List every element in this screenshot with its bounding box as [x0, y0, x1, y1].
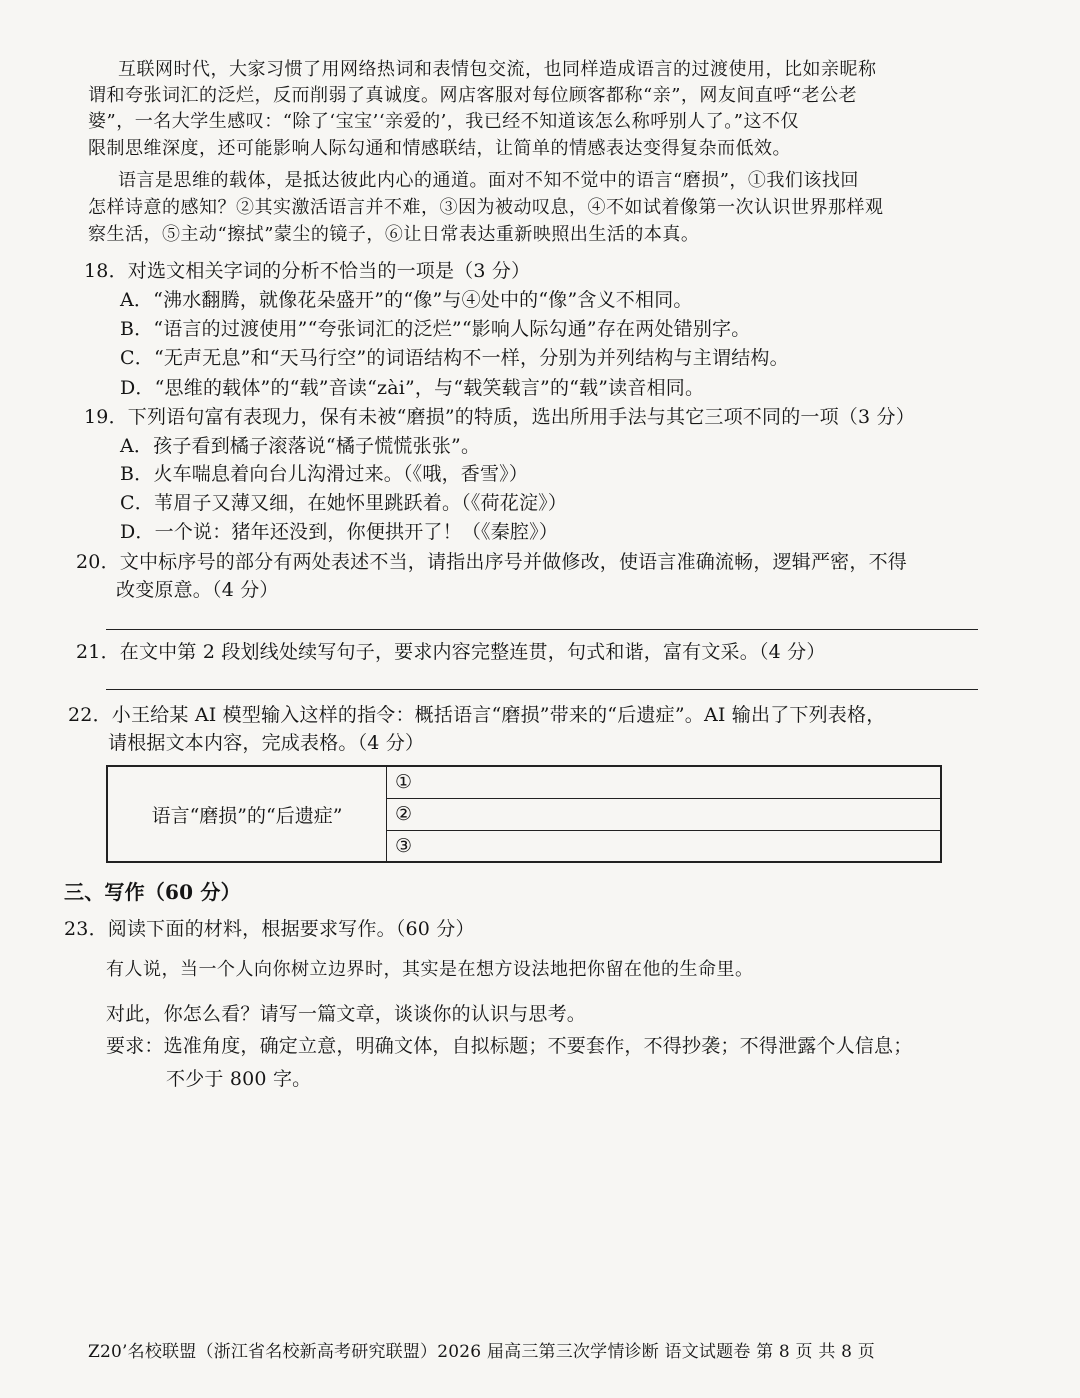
q20-stem-line1: 20．文中标序号的部分有两处表述不当，请指出序号并做修改，使语言准确流畅，逻辑严密，不得	[76, 551, 907, 573]
q18-option-a: A．“沸水翻腾，就像花朵盛开”的“像”与④处中的“像”含义不相同。	[120, 289, 693, 311]
q22-answer-table	[106, 765, 942, 863]
passage-p1-line3: 婆”，一名大学生感叹：“除了‘宝宝’‘亲爱的’，我已经不知道该怎么称呼别人了。”这不仅	[88, 111, 799, 132]
passage-p1-line4: 限制思维深度，还可能影响人际勾通和情感联结，让简单的情感表达变得复杂而低效。	[88, 138, 791, 159]
section3-heading: 三、写作（60 分）	[64, 880, 241, 904]
q23-requirement-line1: 要求：选准角度，确定立意，明确文体，自拟标题；不要套作，不得抄袭；不得泄露个人信息；	[106, 1035, 913, 1057]
q19-option-c: C．苇眉子又薄又细，在她怀里跳跃着。（《荷花淀》）	[120, 492, 568, 514]
q20-stem-line2: 改变原意。（4 分）	[116, 579, 279, 601]
q19-option-a: A．孩子看到橘子滚落说“橘子慌慌张张”。	[120, 435, 481, 457]
q18-option-b: B．“语言的过渡使用”“夸张词汇的泛烂”“影响人际勾通”存在两处错别字。	[120, 318, 751, 340]
passage-p1-line2: 谓和夸张词汇的泛烂，反而削弱了真诚度。网店客服对每位顾客都称“亲”，网友间直呼“老公老	[88, 85, 858, 106]
q20-answer-line[interactable]	[106, 629, 978, 630]
table-row-2[interactable]: ②	[387, 798, 942, 830]
page-footer: Z20’名校联盟（浙江省名校新高考研究联盟）2026 届高三第三次学情诊断 语文试题卷 第 8 页 共 8 页	[88, 1342, 875, 1362]
q19-stem: 19．下列语句富有表现力，保有未被“磨损”的特质，选出所用手法与其它三项不同的一项（3 分）	[84, 406, 915, 428]
q23-prompt: 对此，你怎么看？请写一篇文章，谈谈你的认识与思考。	[106, 1003, 587, 1025]
table-row-3[interactable]: ③	[387, 830, 942, 862]
q23-requirement-line2: 不少于 800 字。	[166, 1068, 312, 1090]
table-label-cell: 语言“磨损”的“后遗症”	[107, 766, 387, 862]
q21-answer-line[interactable]	[106, 689, 978, 690]
q18-option-d: D．“思维的载体”的“载”音读“zài”，与“载笑载言”的“载”读音相同。	[120, 377, 705, 399]
q18-stem: 18．对选文相关字词的分析不恰当的一项是（3 分）	[84, 260, 531, 282]
q23-material: 有人说，当一个人向你树立边界时，其实是在想方设法地把你留在他的生命里。	[106, 959, 754, 980]
q19-option-b: B．火车喘息着向台儿沟滑过来。（《哦，香雪》）	[120, 463, 529, 485]
q21-stem: 21．在文中第 2 段划线处续写句子，要求内容完整连贯，句式和谐，富有文采。（4 分）	[76, 641, 826, 663]
q22-stem-line2: 请根据文本内容，完成表格。（4 分）	[108, 732, 425, 754]
q23-stem: 23．阅读下面的材料，根据要求写作。（60 分）	[64, 918, 475, 940]
passage-p2-line3: 察生活，⑤主动“擦拭”蒙尘的镜子，⑥让日常表达重新映照出生活的本真。	[88, 224, 700, 245]
q18-option-c: C．“无声无息”和“天马行空”的词语结构不一样，分别为并列结构与主谓结构。	[120, 347, 789, 369]
q22-stem-line1: 22．小王给某 AI 模型输入这样的指令：概括语言“磨损”带来的“后遗症”。AI 输出了下列表格，	[68, 704, 886, 726]
q19-option-d: D．一个说：猪年还没到，你便拱开了！（《秦腔》）	[120, 521, 559, 543]
passage-p2-line1: 语言是思维的载体，是抵达彼此内心的通道。面对不知不觉中的语言“磨损”，①我们该找回	[118, 170, 859, 191]
passage-p2-line2: 怎样诗意的感知？②其实激活语言并不难，③因为被动叹息，④不如试着像第一次认识世界那样观	[88, 197, 884, 218]
passage-p1-line1: 互联网时代，大家习惯了用网络热词和表情包交流，也同样造成语言的过渡使用，比如亲昵称	[118, 59, 877, 80]
table-row-1[interactable]: ①	[387, 766, 942, 798]
